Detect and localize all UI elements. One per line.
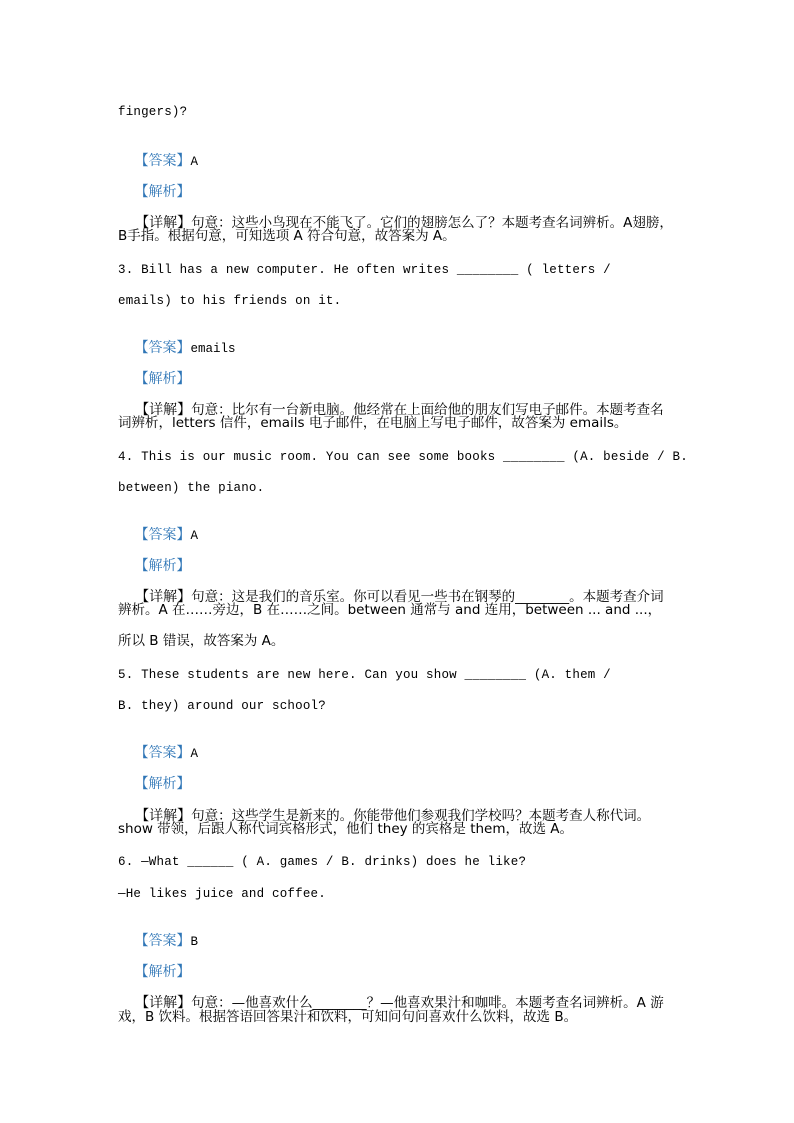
q6-question-line-2: —He likes juice and coffee. bbox=[118, 887, 326, 901]
q4-detail-text-1: 句意：这是我们的音乐室。你可以看见一些书在钢琴的________。本题考查介词 bbox=[191, 589, 664, 605]
q6-detail-text-2: 戏，B 饮料。根据答语回答果汁和饮料，可知问句问喜欢什么饮料，故选 B。 bbox=[118, 1009, 578, 1025]
q2-detail-text-1: 句意：这些小鸟现在不能飞了。它们的翅膀怎么了？本题考查名词辨析。A翅膀， bbox=[191, 215, 673, 231]
q4-answer-value: A bbox=[190, 529, 199, 543]
answer-label: 【答案】 bbox=[134, 745, 191, 761]
q3-question-line-2: emails) to his friends on it. bbox=[118, 294, 342, 308]
q3-detail-text-1: 句意：比尔有一台新电脑。他经常在上面给他的朋友们写电子邮件。本题考查名 bbox=[191, 402, 664, 418]
q2-detail-text-2: B手指。根据句意，可知选项 A 符合句意，故答案为 A。 bbox=[118, 228, 456, 244]
q3-detail-text-2: 词辨析，letters 信件，emails 电子邮件，在电脑上写电子邮件，故答案为 emails。 bbox=[118, 415, 628, 431]
analysis-label: 【解析】 bbox=[134, 184, 191, 200]
detail-label: 【详解】 bbox=[135, 808, 192, 824]
detail-label: 【详解】 bbox=[135, 589, 192, 605]
answer-label: 【答案】 bbox=[134, 153, 191, 169]
answer-label: 【答案】 bbox=[134, 933, 191, 949]
q6-answer-value: B bbox=[190, 935, 199, 949]
q2-answer-value: A bbox=[190, 155, 199, 169]
answer-label: 【答案】 bbox=[134, 527, 191, 543]
detail-label: 【详解】 bbox=[135, 995, 192, 1011]
q3-question-line-1: 3. Bill has a new computer. He often writes ________ ( letters / bbox=[118, 263, 611, 277]
analysis-label: 【解析】 bbox=[134, 558, 191, 574]
q6-detail-text-1: 句意：—他喜欢什么________？—他喜欢果汁和咖啡。本题考查名词辨析。A 游 bbox=[191, 995, 664, 1011]
detail-label: 【详解】 bbox=[135, 215, 192, 231]
q5-answer-value: A bbox=[190, 747, 199, 761]
q6-question-line-1: 6. —What ______ ( A. games / B. drinks) does he like? bbox=[118, 855, 527, 869]
q4-detail-text-2: 辨析。A 在……旁边，B 在……之间。between 通常与 and 连用，between ... and ...， bbox=[118, 602, 662, 618]
q5-detail-text-2: show 带领，后跟人称代词宾格形式，他们 they 的宾格是 them，故选 A。 bbox=[118, 821, 574, 837]
q4-question-line-2: between) the piano. bbox=[118, 481, 265, 495]
q5-question-line-1: 5. These students are new here. Can you show ________ (A. them / bbox=[118, 668, 611, 682]
q5-question-line-2: B. they) around our school? bbox=[118, 699, 326, 713]
q3-answer-value: emails bbox=[190, 342, 236, 356]
analysis-label: 【解析】 bbox=[134, 776, 191, 792]
answer-label: 【答案】 bbox=[134, 340, 191, 356]
q4-question-line-1: 4. This is our music room. You can see some books ________ (A. beside / B. bbox=[118, 450, 688, 464]
q5-detail-text-1: 句意：这些学生是新来的。你能带他们参观我们学校吗？本题考查人称代词。 bbox=[191, 808, 651, 824]
analysis-label: 【解析】 bbox=[134, 964, 191, 980]
q4-detail-text-3: 所以 B 错误，故答案为 A。 bbox=[118, 633, 285, 649]
detail-label: 【详解】 bbox=[135, 402, 192, 418]
analysis-label: 【解析】 bbox=[134, 371, 191, 387]
q2-question-tail: fingers)? bbox=[118, 105, 188, 119]
